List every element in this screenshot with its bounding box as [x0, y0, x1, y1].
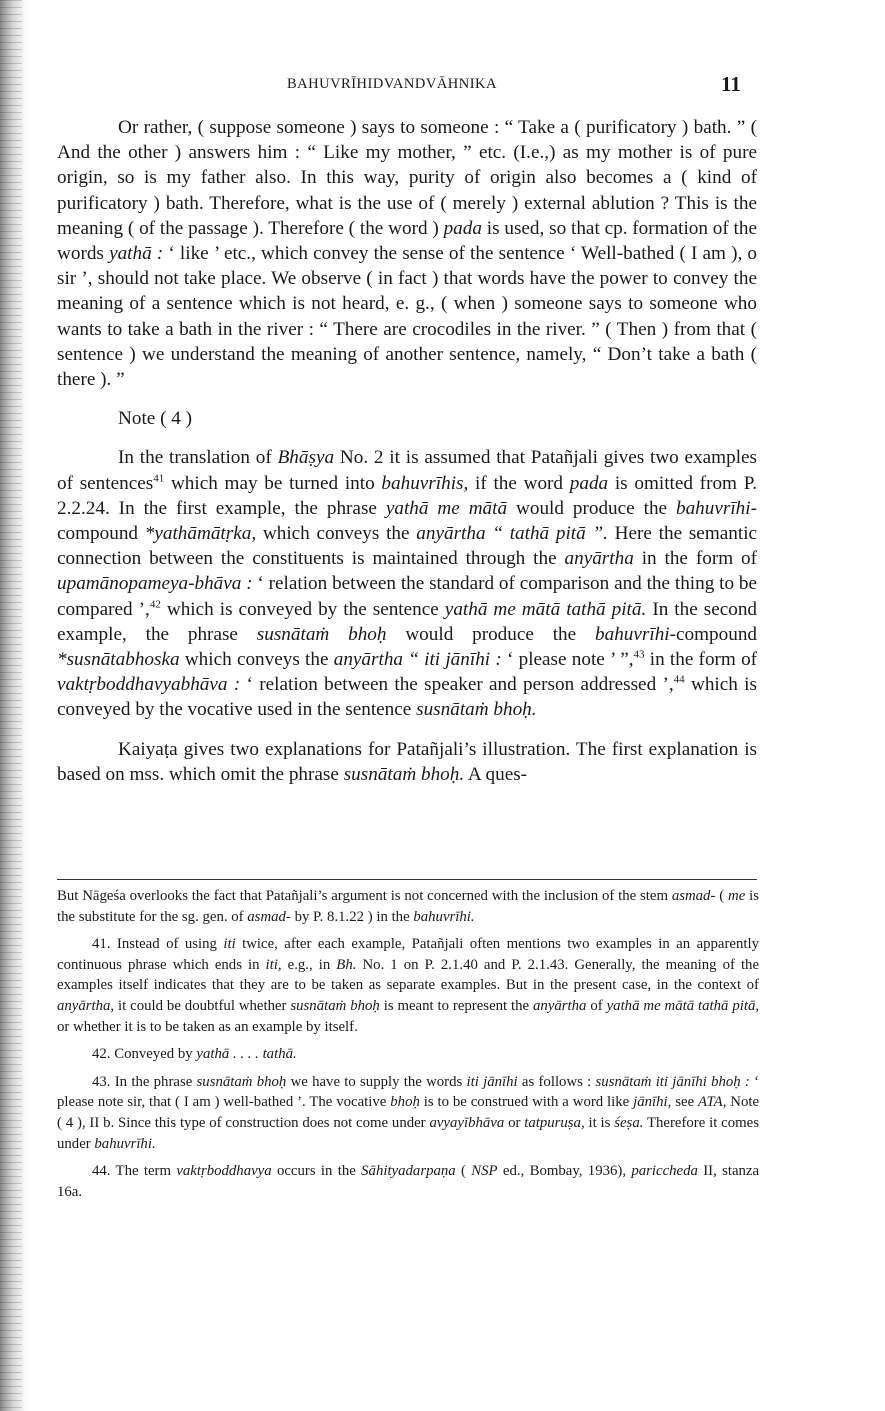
text-run: Or rather, ( suppose someone ) says to someone : “ Take a ( purificatory ) bath. ” ( And the other ) answers him : “ Like my mother, ” etc. (I.e.,) as my mother is of pure origin, so is my father also. In this way, purity of origin also becomes a ( kind of purificatory ) bath. Therefore, what is the use of ( merely ) external ablution ? This is the meaning ( of the passage ). Therefore ( the word )	[57, 117, 757, 239]
footnote-ref-43[interactable]: 43	[633, 648, 645, 661]
text-run: ‘ relation between the standard of comparison and the thing to be compared ’,	[57, 573, 758, 620]
text-run: is used, so that cp. formation of the words	[57, 217, 757, 265]
text-run: iti,	[265, 956, 282, 973]
text-run: ‘ relation between the speaker and person addressed ’,	[246, 674, 674, 696]
text-run: of	[590, 997, 603, 1014]
text-run: 41. Instead of using	[92, 936, 217, 953]
text-run: or	[508, 1114, 521, 1131]
text-run: iti jānīhi	[466, 1073, 518, 1090]
text-run: is the substitute for the sg. gen. of	[57, 888, 759, 925]
text-run: Note ( 4 ), II b. Since this type of construction does not come under	[57, 1094, 760, 1131]
text-run: bahuvrīhi	[595, 623, 670, 645]
text-run: in the form of	[649, 649, 758, 671]
text-run: which may be turned into	[170, 472, 375, 494]
text-run: bhoḥ	[390, 1094, 420, 1111]
text-run: (	[461, 1163, 466, 1180]
text-run: No. 2 it is assumed that Patañjali gives two examples of sentences	[57, 447, 758, 494]
text-run: upamānopameya-bhāva :	[57, 573, 253, 595]
text-run: śeṣa.	[614, 1114, 644, 1131]
text-run: if the word	[475, 472, 564, 494]
text-run: susnātaṁ bhoḥ.	[343, 763, 465, 785]
text-run: A ques-	[467, 763, 528, 785]
text-run: which conveys the	[262, 523, 410, 545]
text-run: anyārtha,	[57, 997, 115, 1014]
text-run: in the form of	[641, 548, 757, 570]
text-run: me	[728, 888, 746, 904]
text-run: Sāhityadarpaṇa	[361, 1163, 456, 1180]
footnote-41	[57, 934, 759, 1037]
text-run: susnātaṁ bhoḥ	[196, 1073, 287, 1090]
page-number: 11	[721, 72, 741, 96]
text-run: occurs in the	[276, 1163, 356, 1180]
text-run: In the second example, the phrase	[57, 598, 758, 645]
text-run: But Nāgeśa overlooks the fact that Patañjali’s argument is not concerned with the inclusion of the stem	[57, 888, 668, 904]
text-run: II, stanza 16a.	[57, 1163, 760, 1200]
text-run: iti	[223, 936, 236, 953]
text-run: would produce the	[516, 497, 668, 519]
note-heading: Note ( 4 )	[118, 408, 193, 430]
text-run: jānīhi,	[633, 1094, 672, 1111]
text-run: anyārtha	[416, 523, 486, 545]
footnote-42	[57, 1044, 759, 1065]
text-run: anyārtha	[333, 649, 404, 671]
text-run: Kaiyaṭa gives two explanations for Patañjali’s illustration. The first explanation is based on mss. which omit the phrase	[57, 738, 757, 785]
text-run: is meant to represent the	[383, 997, 530, 1014]
text-run: by P. 8.1.22 ) in the	[294, 908, 410, 925]
text-run: which is conveyed by the sentence	[166, 598, 439, 620]
text-run: Bh.	[336, 956, 357, 973]
text-run: asmad-	[247, 908, 291, 925]
text-run: yathā me mātā	[385, 497, 508, 519]
text-run: Here the semantic connection between the constituents is maintained through the	[57, 523, 758, 570]
footnote-continuation	[57, 886, 759, 927]
text-run: “ iti jānīhi :	[408, 649, 502, 671]
text-run: anyārtha	[564, 548, 634, 570]
text-run: *yathāmātṛka,	[144, 523, 257, 545]
text-run: In the translation of	[118, 447, 272, 469]
footnotes	[57, 886, 759, 1202]
text-run: which conveys the	[184, 649, 329, 671]
footnote-44	[57, 1161, 759, 1202]
text-run: which is conveyed by the vocative used in the sentence	[57, 674, 757, 721]
text-run: susnātaṁ bhoḥ	[256, 623, 387, 645]
text-run: yathā . . . . tathā.	[196, 1046, 297, 1063]
text-run: it could be doubtful whether	[118, 997, 287, 1014]
footnote-ref-44[interactable]: 44	[673, 673, 685, 686]
footnote-43	[57, 1072, 759, 1154]
text-run: bahuvrīhi	[675, 497, 751, 519]
text-run: anyārtha	[533, 997, 587, 1014]
text-run: yathā me mātā tathā pitā,	[606, 997, 760, 1014]
text-run: ATA,	[698, 1094, 727, 1111]
footnote-ref-42[interactable]: 42	[149, 598, 161, 611]
text-run: Bhāṣya	[277, 447, 335, 469]
text-run: we have to supply the words	[290, 1073, 463, 1090]
text-run: bahuvrīhis,	[381, 472, 469, 494]
footnote-ref-41[interactable]: 41	[153, 472, 165, 485]
text-run: tatpuruṣa,	[524, 1114, 585, 1131]
text-run: -compound	[669, 623, 758, 645]
text-run: ‘ like ’ etc., which convey the sense of the sentence ‘ Well-bathed ( I am ), o sir ’, should not take place. We observe ( in fact ) that words have the power to convey the meaning of a sentence which is not heard, e. g., ( when ) someone says to someone who wants to take a bath in the river : “ There are crocodiles in the river. ” ( Then ) from that ( sentence ) we understand the meaning of another sentence, namely, “ Don’t take a bath ( there ). ”	[57, 243, 758, 391]
text-run: is omitted from P. 2.2.24. In the first example, the phrase	[57, 472, 758, 519]
text-run: 44. The term	[92, 1163, 171, 1180]
text-run: as follows :	[521, 1073, 592, 1090]
text-run: Therefore it comes under	[57, 1114, 759, 1152]
text-run: it is	[588, 1114, 611, 1131]
text-run: -compound	[57, 497, 757, 545]
text-run: “ tathā pitā ”.	[492, 523, 608, 545]
text-run: pada	[569, 472, 609, 494]
text-run: susnātaṁ bhoḥ.	[416, 699, 537, 721]
text-run: 43. In the phrase	[92, 1073, 193, 1090]
text-run: ‘ please note ’ ”,	[506, 649, 634, 671]
text-run: pada	[443, 217, 482, 239]
text-run: e.g., in	[287, 956, 331, 973]
text-run: or whether it is to be taken as an example by itself.	[57, 1018, 358, 1035]
text-run: No. 1 on P. 2.1.40 and P. 2.1.43. Generally, the meaning of the examples itself indicates that they are to be taken as separate examples. But in the present case, in the context of	[57, 956, 760, 994]
text-run: bahuvrīhi.	[413, 908, 475, 925]
main-text	[57, 115, 757, 787]
text-run: yathā :	[109, 243, 164, 265]
text-run: is to be construed with a word like	[423, 1094, 630, 1111]
text-run: susnātaṁ iti jānīhi bhoḥ :	[595, 1073, 750, 1090]
running-head	[0, 72, 885, 100]
text-run: yathā me mātā tathā pitā.	[444, 598, 647, 620]
running-title: BAHUVRĪHIDVANDVĀHNIKA	[287, 76, 498, 92]
text-run: bahuvrīhi.	[94, 1135, 156, 1152]
paragraph-kaiyata	[57, 737, 757, 787]
text-run: NSP	[471, 1163, 498, 1180]
text-run: vaktṛboddhavyabhāva :	[57, 674, 241, 696]
text-run: (	[719, 888, 725, 904]
paragraph-translation	[57, 115, 757, 392]
text-run: see	[675, 1094, 695, 1111]
text-run: susnātaṁ bhoḥ	[290, 997, 380, 1014]
text-run: *susnātabhoska	[57, 649, 180, 671]
text-run: 42. Conveyed by	[92, 1046, 193, 1063]
text-run: ‘ please note sir, that ( I am ) well-bathed ’. The vocative	[57, 1073, 760, 1111]
text-run: ed., Bombay, 1936),	[502, 1163, 627, 1180]
footnote-rule	[57, 879, 757, 880]
paragraph-note-4	[57, 445, 757, 722]
text-run: would produce the	[405, 623, 577, 645]
text-run: avyayībhāva	[429, 1114, 505, 1131]
text-run: asmad-	[671, 888, 716, 904]
text-run: vaktṛboddhavya	[176, 1163, 272, 1180]
text-run: pariccheda	[631, 1163, 698, 1180]
text-run: twice, after each example, Patañjali often mentions two examples in an apparently continuous phrase which ends in	[57, 936, 760, 973]
